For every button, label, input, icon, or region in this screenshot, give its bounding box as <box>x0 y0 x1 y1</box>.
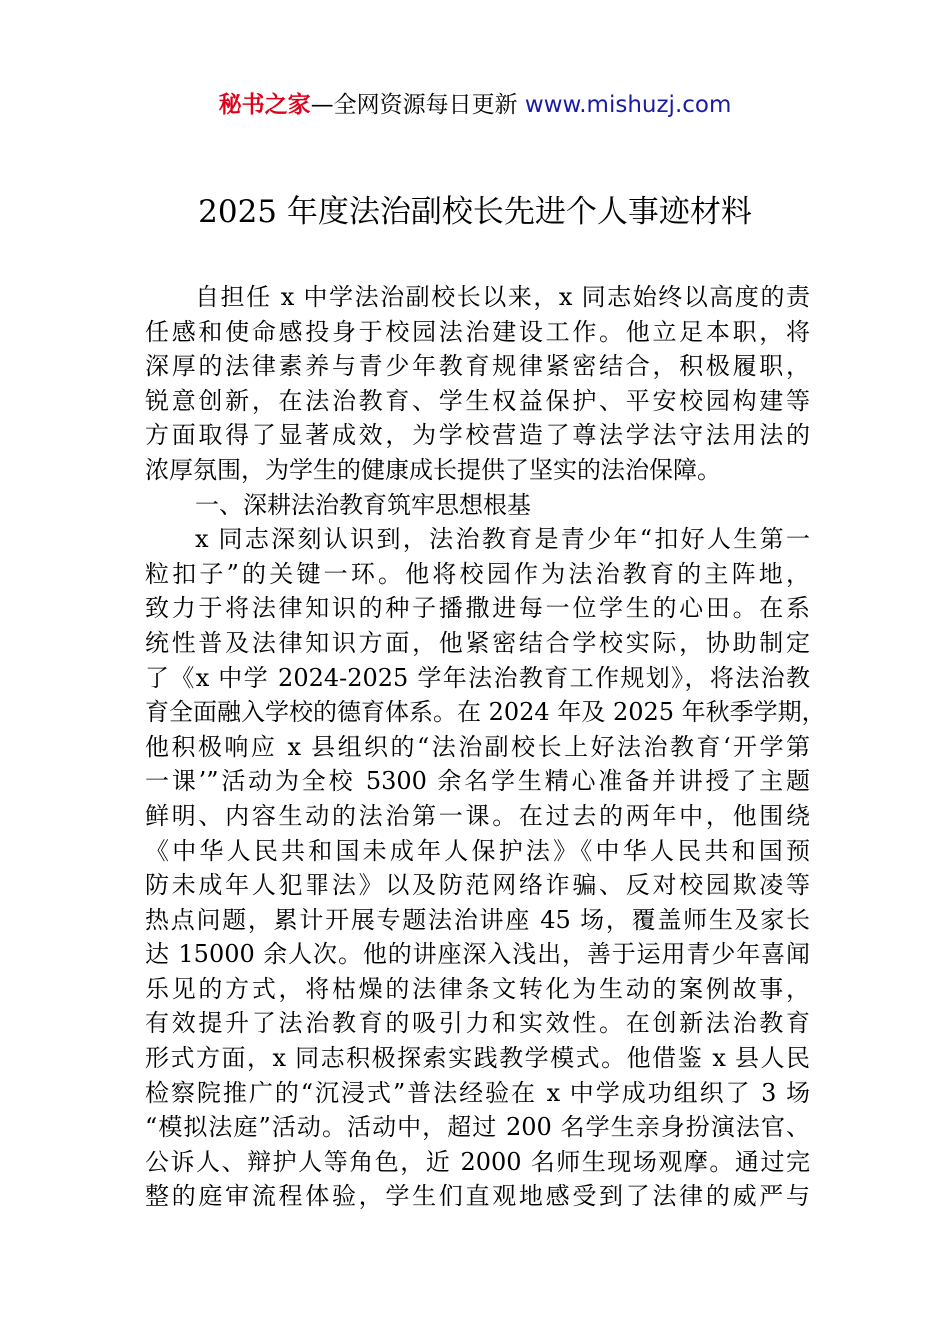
site-brand: 秘书之家 <box>218 92 311 118</box>
text-line: 《中华人民共和国未成年人保护法》《中华人民共和国预 <box>145 836 810 865</box>
text-line: 一课’”活动为全校 5300 余名学生精心准备并讲授了主题 <box>145 767 810 796</box>
site-url-link[interactable]: www.mishuzj.com <box>524 92 732 118</box>
text-line: 公诉人、辩护人等角色，近 2000 名师生现场观摩。通过完 <box>145 1147 810 1176</box>
text-line: 自担任 x 中学法治副校长以来，x 同志始终以高度的责 <box>195 283 810 311</box>
text-line: 鲜明、内容生动的法治第一课。在过去的两年中，他围绕 <box>145 801 810 830</box>
document-title: 2025 年度法治副校长先进个人事迹材料 <box>198 194 752 230</box>
text-line: 达 15000 余人次。他的讲座深入浅出，善于运用青少年喜闻 <box>145 940 810 969</box>
text-line: 热点问题，累计开展专题法治讲座 45 场，覆盖师生及家长 <box>145 905 810 934</box>
text-line: 他积极响应 x 县组织的“法治副校长上好法治教育‘开学第 <box>145 732 810 761</box>
text-line: 方面取得了显著成效，为学校营造了尊法学法守法用法的 <box>145 421 810 450</box>
text-line: 形式方面，x 同志积极探索实践教学模式。他借鉴 x 县人民 <box>145 1044 810 1073</box>
text-line: 浓厚氛围，为学生的健康成长提供了坚实的法治保障。 <box>145 455 721 484</box>
site-header <box>0 88 950 122</box>
text-line: 任感和使命感投身于校园法治建设工作。他立足本职，将 <box>145 317 810 346</box>
text-line: 粒扣子”的关键一环。他将校园作为法治教育的主阵地， <box>145 559 810 588</box>
site-tagline: —全网资源每日更新 <box>310 92 525 118</box>
text-line: 深厚的法律素养与青少年教育规律紧密结合，积极履职， <box>145 352 810 381</box>
text-line: 统性普及法律知识方面，他紧密结合学校实际，协助制定 <box>145 628 810 657</box>
text-line: 乐见的方式，将枯燥的法律条文转化为生动的案例故事， <box>145 974 810 1003</box>
document-body <box>145 280 826 1214</box>
text-line: 防未成年人犯罪法》以及防范网络诈骗、反对校园欺凌等 <box>145 871 810 900</box>
text-line: 有效提升了法治教育的吸引力和实效性。在创新法治教育 <box>145 1009 810 1038</box>
text-line: 锐意创新，在法治教育、学生权益保护、平安校园构建等 <box>145 386 810 415</box>
text-line: 育全面融入学校的德育体系。在 2024 年及 2025 年秋季学期， <box>145 698 826 727</box>
text-line: 检察院推广的“沉浸式”普法经验在 x 中学成功组织了 3 场 <box>145 1078 810 1107</box>
text-line: 了《x 中学 2024-2025 学年法治教育工作规划》，将法治教 <box>145 663 810 692</box>
section-heading: 一、深耕法治教育筑牢思想根基 <box>195 490 531 519</box>
text-line: x 同志深刻认识到，法治教育是青少年“扣好人生第一 <box>195 525 810 554</box>
text-line: “模拟法庭”活动。活动中，超过 200 名学生亲身扮演法官、 <box>145 1113 810 1142</box>
text-line: 致力于将法律知识的种子播撒进每一位学生的心田。在系 <box>145 594 810 623</box>
text-line: 整的庭审流程体验，学生们直观地感受到了法律的威严与 <box>145 1182 810 1211</box>
